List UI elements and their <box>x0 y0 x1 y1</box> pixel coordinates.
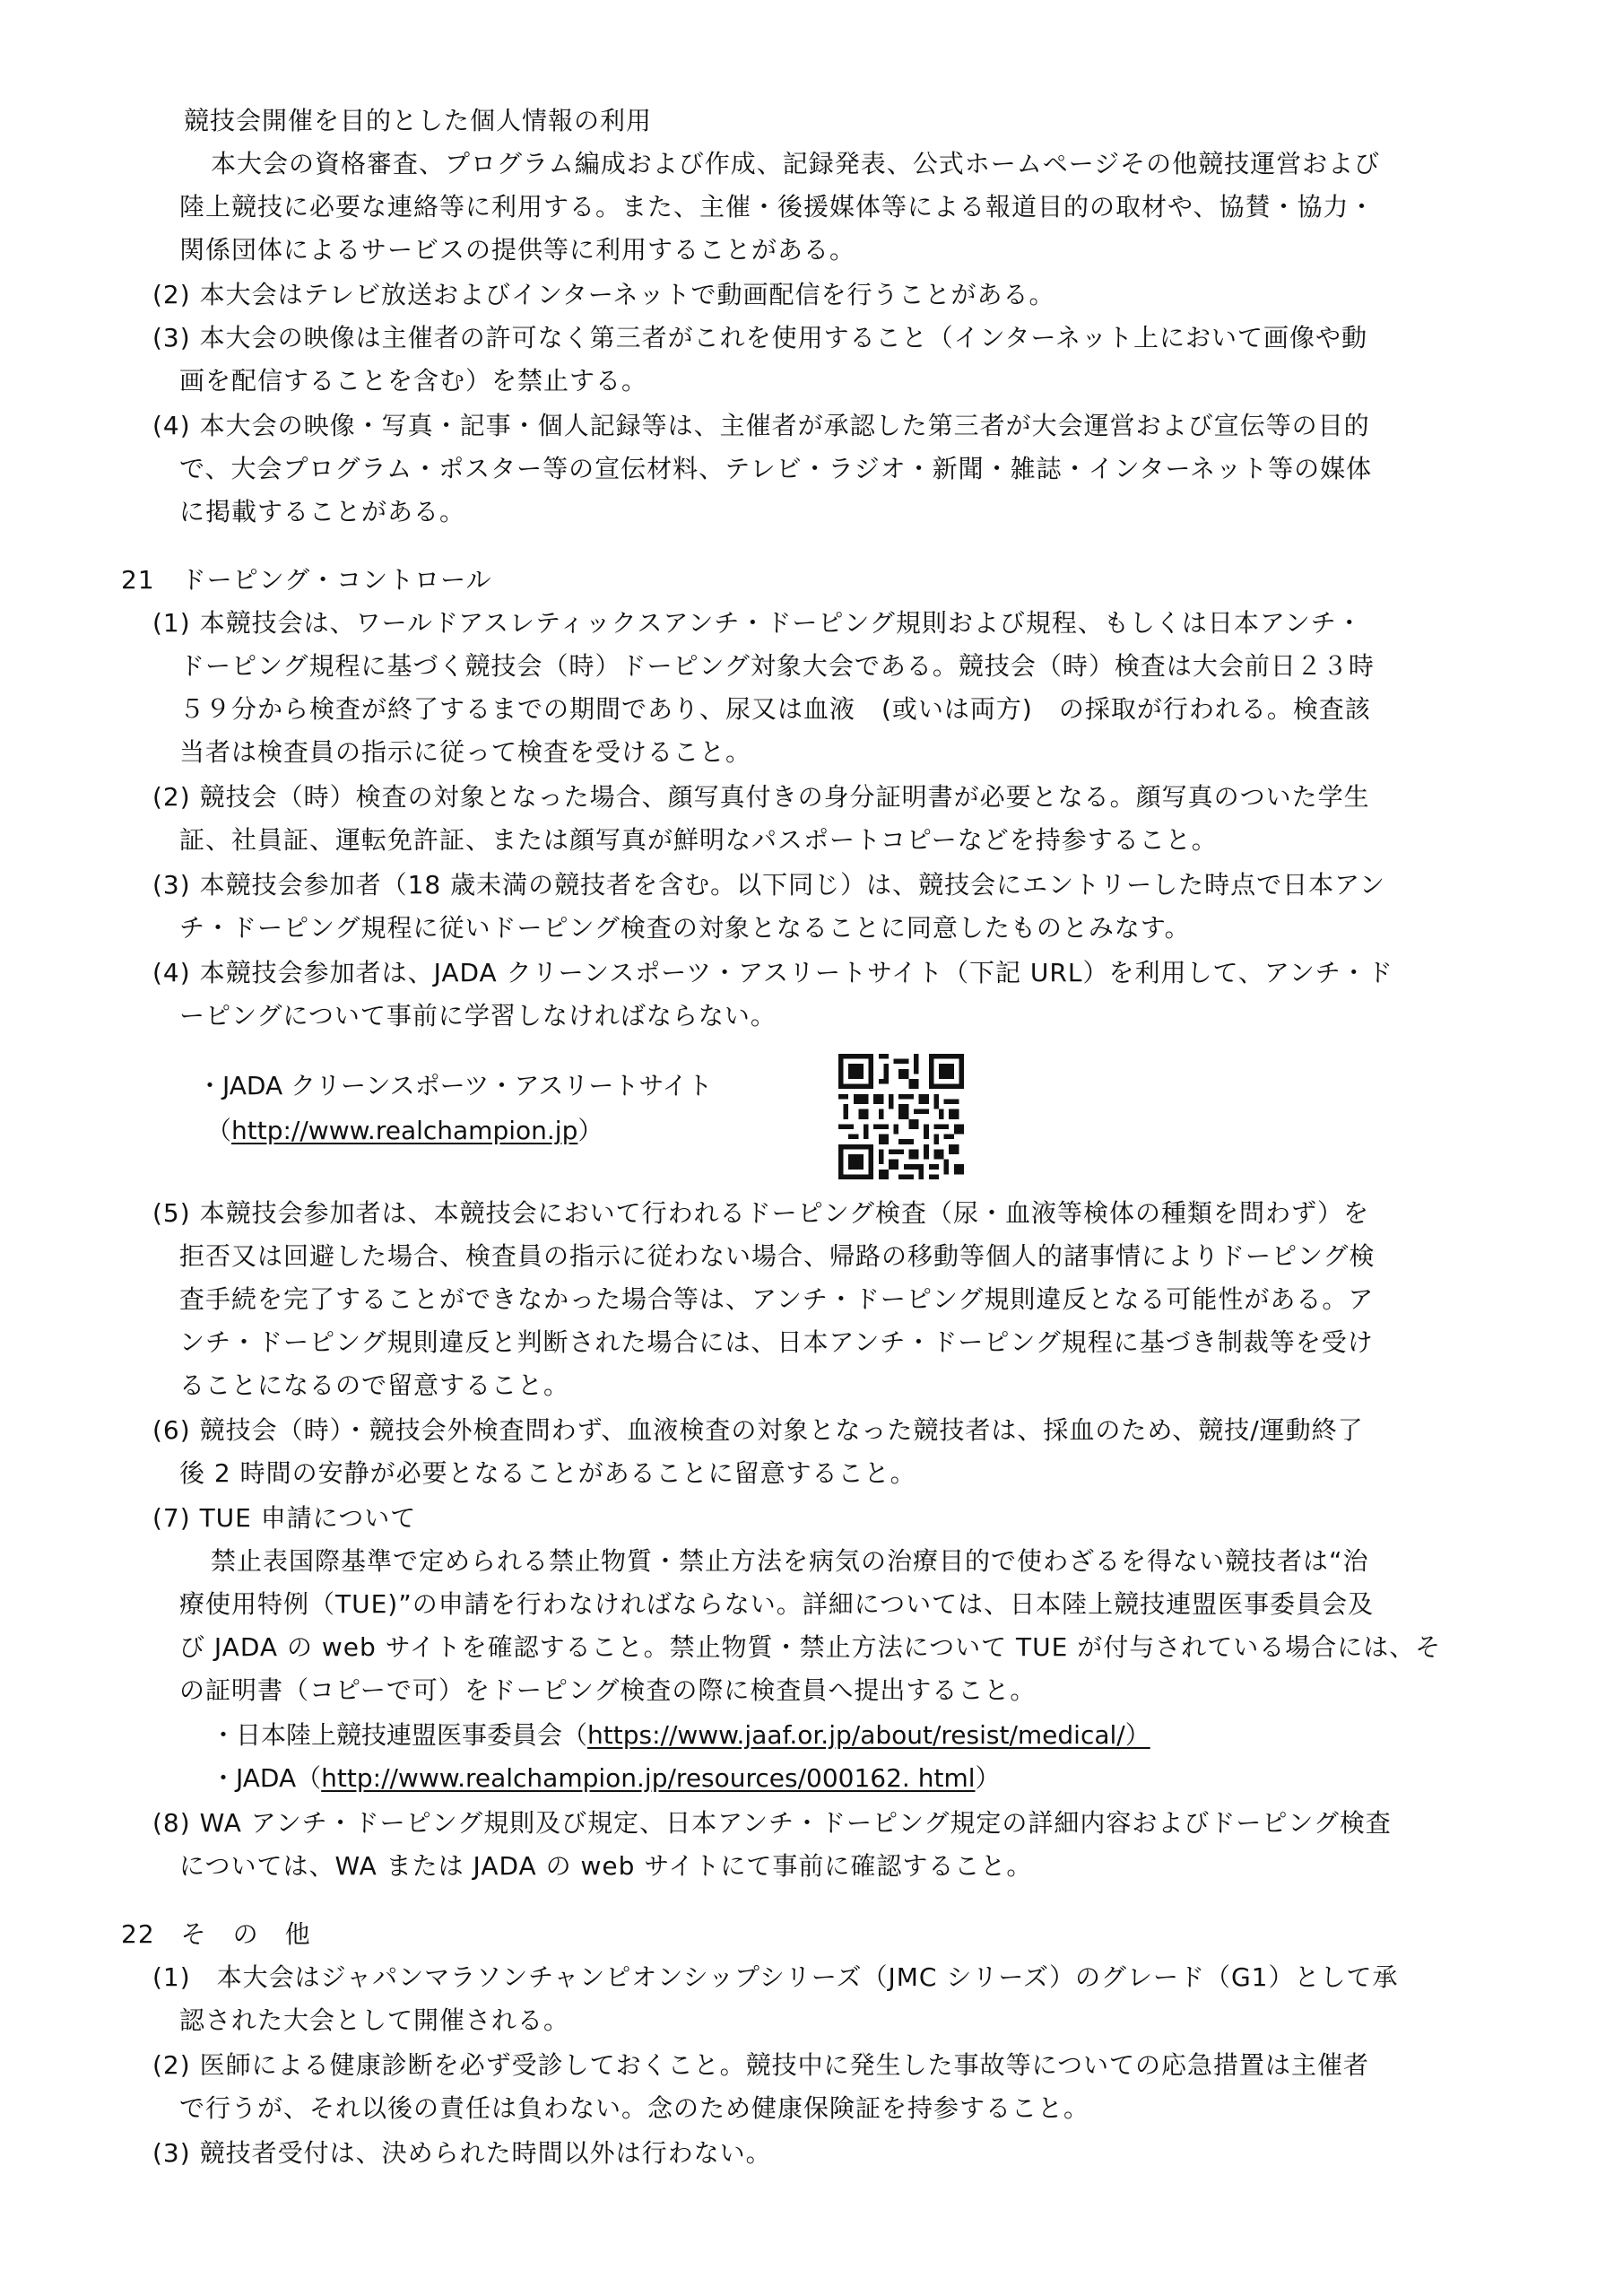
link-line-jada <box>211 1758 1001 1799</box>
item-line: び JADA の web サイトを確認すること。禁止物質・禁止方法について TUE が付与されている場合には、そ <box>179 1632 1442 1662</box>
item-line: (4) 本大会の映像・写真・記事・個人記録等は、主催者が承認した第三者が大会運営および宣伝等の目的 <box>152 411 1370 440</box>
purpose-body-line: 関係団体によるサービスの提供等に利用することがある。 <box>179 235 856 265</box>
item-line: ることになるので留意すること。 <box>179 1370 570 1400</box>
site-url-link[interactable]: http://www.realchampion.jp <box>231 1116 578 1145</box>
link-label: ・JADA（ <box>211 1763 322 1793</box>
item-line: (3) 本競技会参加者（18 歳未満の競技者を含む。以下同じ）は、競技会にエントリーした時点で日本アン <box>152 870 1385 900</box>
item-heading: (7) TUE 申請について <box>152 1503 417 1533</box>
item-line: 査手続を完了することができなかった場合等は、アンチ・ドーピング規則違反となる可能性がある。ア <box>179 1284 1375 1314</box>
item-line: 拒否又は回避した場合、検査員の指示に従わない場合、帰路の移動等個人的諸事情によりドーピング検 <box>179 1241 1376 1271</box>
item-line: ンチ・ドーピング規則違反と判断された場合には、日本アンチ・ドーピング規程に基づき制裁等を受け <box>179 1327 1374 1357</box>
item-line: ５９分から検査が終了するまでの期間であり、尿又は血液 (或いは両方) の採取が行われる。検査該 <box>179 694 1371 724</box>
paren-close: ） <box>975 1763 1001 1793</box>
section-heading: 21 ドーピング・コントロール <box>121 565 492 595</box>
item-line: (1) 本大会はジャパンマラソンチャンピオンシップシリーズ（JMC シリーズ）のグレード（G1）として承 <box>152 1962 1399 1992</box>
item-line: 認された大会として開催される。 <box>179 2005 570 2035</box>
item-line: 後 2 時間の安静が必要となることがあることに留意すること。 <box>179 1458 916 1488</box>
item-line: 画を配信することを含む）を禁止する。 <box>179 366 648 396</box>
jada-resources-link[interactable]: http://www.realchampion.jp/resources/000162. html <box>321 1763 976 1793</box>
item-line: (2) 競技会（時）検査の対象となった場合、顔写真付きの身分証明書が必要となる。顔写真のついた学生 <box>152 782 1370 812</box>
item-line: の証明書（コピーで可）をドーピング検査の際に検査員へ提出すること。 <box>179 1675 1037 1705</box>
item-line: (8) WA アンチ・ドーピング規則及び規定、日本アンチ・ドーピング規定の詳細内容およびドーピング検査 <box>152 1808 1392 1838</box>
section-heading: 22 そ の 他 <box>121 1919 311 1949</box>
item-line: で行うが、それ以後の責任は負わない。念のため健康保険証を持参すること。 <box>179 2093 1090 2123</box>
link-line-jaaf <box>211 1715 1150 1756</box>
item-line: (3) 競技者受付は、決められた時間以外は行わない。 <box>152 2138 772 2168</box>
item-line: (5) 本競技会参加者は、本競技会において行われるドーピング検査（尿・血液等検体の種類を問わず）を <box>152 1198 1370 1228</box>
jaaf-medical-link[interactable]: https://www.jaaf.or.jp/about/resist/medical/） <box>587 1720 1150 1750</box>
item-line: ドーピング規程に基づく競技会（時）ドーピング対象大会である。競技会（時）検査は大会前日２３時 <box>179 651 1375 681</box>
purpose-body-line: 陸上競技に必要な連絡等に利用する。また、主催・後援媒体等による報道目的の取材や、協賛・協力・ <box>179 192 1376 222</box>
qr-code-icon[interactable] <box>838 1054 964 1179</box>
item-line: で、大会プログラム・ポスター等の宣伝材料、テレビ・ラジオ・新聞・雑誌・インターネット等の媒体 <box>179 454 1373 483</box>
purpose-body-line: 本大会の資格審査、プログラム編成および作成、記録発表、公式ホームページその他競技運営および <box>211 149 1381 178</box>
item-line: (1) 本競技会は、ワールドアスレティックスアンチ・ドーピング規則および規程、もしくは日本アンチ・ <box>152 608 1363 638</box>
link-label: ・日本陸上競技連盟医事委員会（ <box>211 1720 588 1750</box>
item-line: (3) 本大会の映像は主催者の許可なく第三者がこれを使用すること（インターネット上において画像や動 <box>152 323 1368 352</box>
item-line: については、WA または JADA の web サイトにて事前に確認すること。 <box>179 1851 1033 1881</box>
item-line: に掲載することがある。 <box>179 497 466 526</box>
paren-close: ） <box>577 1116 603 1145</box>
purpose-heading: 競技会開催を目的とした個人情報の利用 <box>184 106 653 135</box>
item-line: 禁止表国際基準で定められる禁止物質・禁止方法を病気の治療目的で使わざるを得ない競技者は“治 <box>211 1546 1369 1576</box>
item-line: (6) 競技会（時）・競技会外検査問わず、血液検査の対象となった競技者は、採血のため、競技/運動終了 <box>152 1415 1364 1445</box>
item-line: (2) 医師による健康診断を必ず受診しておくこと。競技中に発生した事故等についての応急措置は主催者 <box>152 2050 1370 2080</box>
item-line: (2) 本大会はテレビ放送およびインターネットで動画配信を行うことがある。 <box>152 280 1055 309</box>
paren-open: （ <box>206 1116 232 1145</box>
site-label: ・JADA クリーンスポーツ・アスリートサイト <box>197 1071 713 1100</box>
item-line: ーピングについて事前に学習しなければならない。 <box>179 1001 777 1031</box>
item-line: 療使用特例（TUE)”の申請を行わなければならない。詳細については、日本陸上競技連盟医事委員会及 <box>179 1589 1375 1619</box>
item-line: チ・ドーピング規程に従いドーピング検査の対象となることに同意したものとみなす。 <box>179 913 1191 943</box>
item-line: 証、社員証、運転免許証、または顔写真が鮮明なパスポートコピーなどを持参すること。 <box>179 825 1218 855</box>
item-line: 当者は検査員の指示に従って検査を受けること。 <box>179 737 752 767</box>
item-line: (4) 本競技会参加者は、JADA クリーンスポーツ・アスリートサイト（下記 URL）を利用して、アンチ・ド <box>152 958 1393 987</box>
site-link-line <box>206 1110 603 1152</box>
